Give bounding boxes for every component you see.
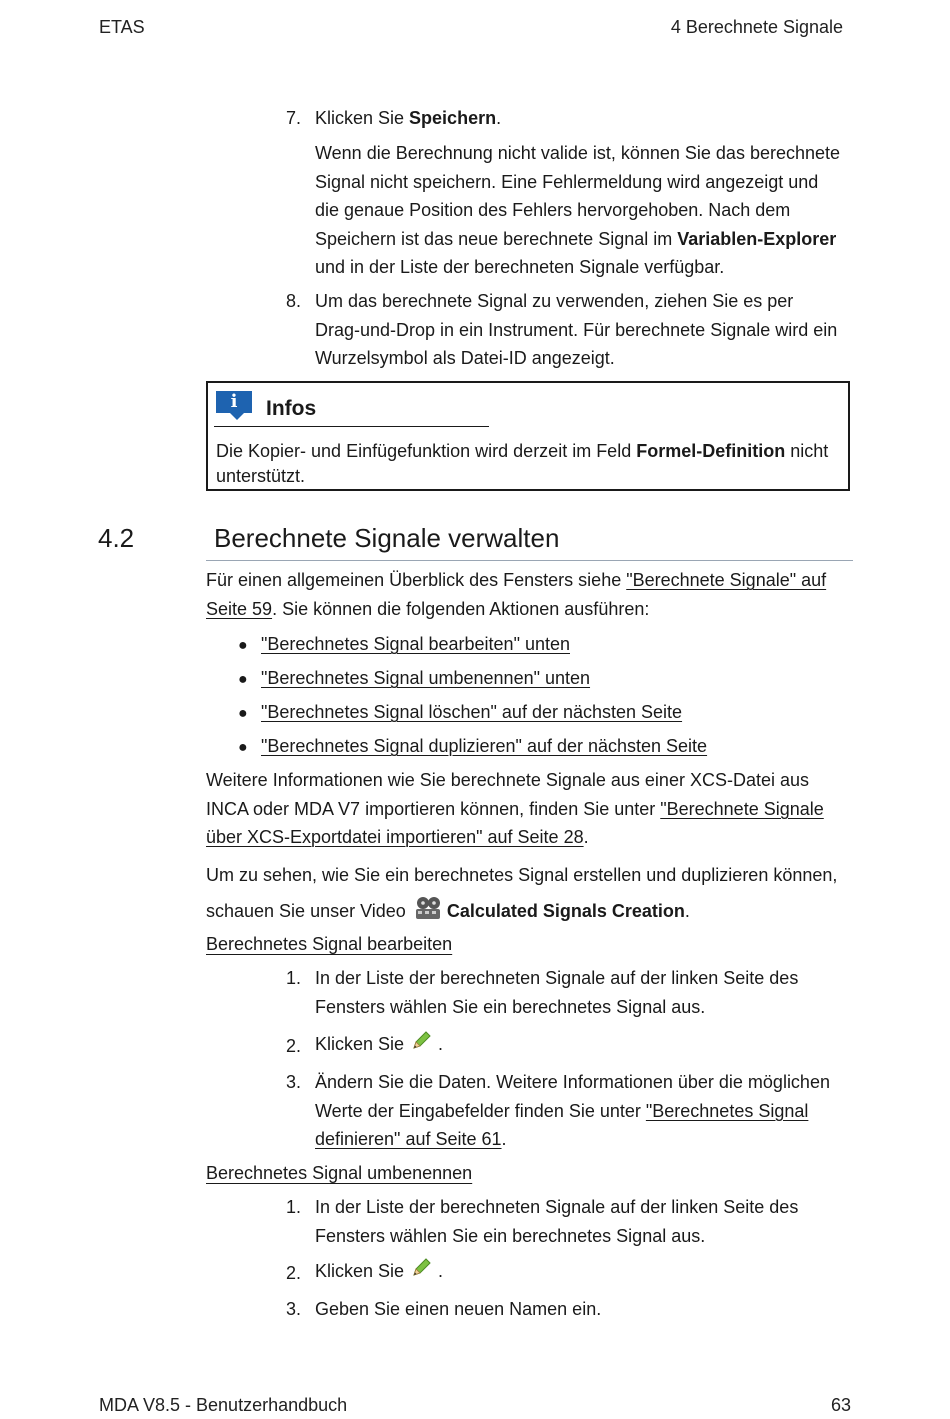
section-intro: Für einen allgemeinen Überblick des Fensters siehe "Berechnete Signale" auf Seite 59. Sie können die folgenden Aktionen ausführen:: [206, 570, 827, 619]
link-signal-bearbeiten[interactable]: "Berechnetes Signal bearbeiten" unten: [261, 634, 570, 654]
rename-heading: Berechnetes Signal umbenennen: [206, 1163, 473, 1183]
step-7-description: Wenn die Berechnung nicht valide ist, können Sie das berechnete Signal nicht speichern. Eine Fehlermeldung wird angezeigt und die genaue Position des Fehlers hervorgehoben. Nach dem Speichern ist das neue berechnete Signal im Variablen-Explorer und in der Liste der berechneten Signale verfügbar.: [315, 143, 841, 277]
step-7: Klicken Sie Speichern.: [315, 108, 502, 128]
header-right: 4 Berechnete Signale: [670, 17, 843, 37]
step-number: 8.: [286, 291, 302, 311]
bullet-dot: ●: [238, 739, 248, 756]
link-signal-definieren[interactable]: "Berechnetes Signal definieren" auf Seite 61: [315, 1100, 809, 1149]
step-number: 2.: [286, 1263, 302, 1283]
step-number: 1.: [286, 1197, 302, 1217]
page-number: 63: [830, 1395, 851, 1415]
pencil-icon[interactable]: [410, 1257, 432, 1279]
info-icon: i: [216, 391, 252, 413]
step-number: 3.: [286, 1299, 302, 1319]
xcs-import-paragraph: Weitere Informationen wie Sie berechnete Signale aus einer XCS-Datei aus INCA oder MDA V7 importieren können, finden Sie unter "Berechnete Signale über XCS-Exportdatei importieren" auf Seite 28.: [206, 770, 824, 847]
bullet-dot: ●: [238, 671, 248, 688]
step-8: Um das berechnete Signal zu verwenden, ziehen Sie es per Drag-und-Drop in ein Instrument. Für berechnete Signale wird ein Wurzelsymbol als Datei-ID angezeigt.: [315, 291, 838, 368]
section-divider: [206, 560, 853, 561]
footer-left: MDA V8.5 - Benutzerhandbuch: [99, 1395, 348, 1415]
step-number: 7.: [286, 108, 302, 128]
video-title[interactable]: Calculated Signals Creation: [446, 901, 685, 921]
film-reel-icon[interactable]: [413, 895, 443, 921]
edit-step-3: Ändern Sie die Daten. Weitere Informationen über die möglichen Werte der Eingabefelder finden Sie unter "Berechnetes Signal definieren" auf Seite 61.: [315, 1072, 830, 1149]
rename-step-3: Geben Sie einen neuen Namen ein.: [315, 1299, 602, 1319]
link-berechnete-signale[interactable]: "Berechnete Signale" auf Seite 59: [206, 570, 827, 619]
step-number: 1.: [286, 968, 302, 988]
link-signal-duplizieren[interactable]: "Berechnetes Signal duplizieren" auf der nächsten Seite: [261, 736, 708, 756]
link-signal-loeschen[interactable]: "Berechnetes Signal löschen" auf der nächsten Seite: [261, 702, 683, 722]
rename-step-2: Klicken Sie .: [315, 1257, 850, 1286]
info-box: [206, 381, 850, 491]
info-text: Die Kopier- und Einfügefunktion wird derzeit im Feld Formel-Definition nicht unterstützt.: [216, 441, 829, 486]
info-title: Infos: [266, 397, 317, 420]
link-xcs-import[interactable]: "Berechnete Signale über XCS-Exportdatei importieren" auf Seite 28: [206, 798, 824, 847]
step-number: 3.: [286, 1072, 302, 1092]
section-title: Berechnete Signale verwalten: [214, 523, 560, 553]
pencil-icon[interactable]: [410, 1030, 432, 1052]
edit-step-2: Klicken Sie .: [315, 1030, 850, 1059]
section-number: 4.2: [98, 523, 135, 553]
video-paragraph: Um zu sehen, wie Sie ein berechnetes Signal erstellen und duplizieren können, schauen Sie unser Video Calculated Signals Creation.: [206, 865, 838, 921]
bullet-dot: ●: [238, 705, 248, 722]
rename-step-1: In der Liste der berechneten Signale auf der linken Seite des Fensters wählen Sie ein berechnetes Signal aus.: [315, 1197, 799, 1246]
edit-step-1: In der Liste der berechneten Signale auf der linken Seite des Fensters wählen Sie ein berechnetes Signal aus.: [315, 968, 799, 1017]
link-signal-umbenennen[interactable]: "Berechnetes Signal umbenennen" unten: [261, 668, 591, 688]
info-divider: [214, 426, 489, 427]
header-left: ETAS: [99, 17, 145, 37]
edit-heading: Berechnetes Signal bearbeiten: [206, 934, 453, 954]
step-number: 2.: [286, 1036, 302, 1056]
bullet-dot: ●: [238, 637, 248, 654]
